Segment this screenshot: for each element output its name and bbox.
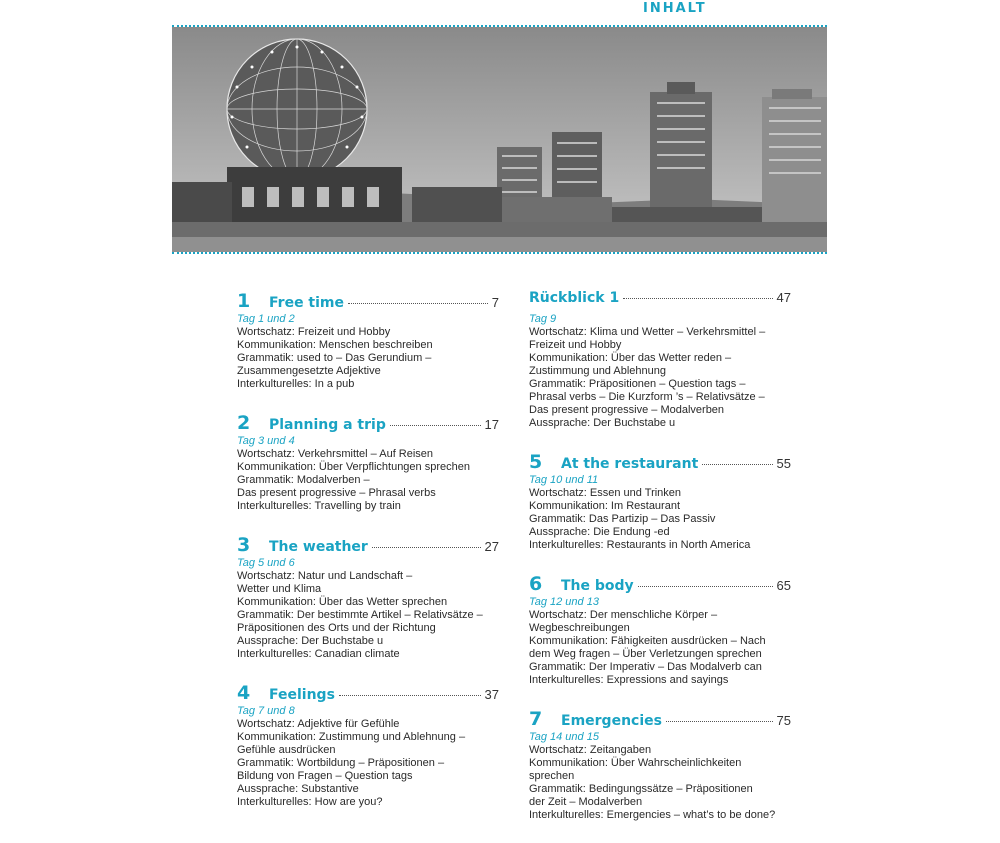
page-number: 65	[776, 578, 791, 593]
toc-column-right	[529, 290, 791, 843]
chapter-detail: Kommunikation: Zustimmung und Ablehnung –	[237, 731, 466, 743]
leader-dots	[348, 303, 488, 304]
section-header: INHALT	[643, 1, 707, 16]
toc-chapter-6[interactable]	[529, 573, 791, 687]
chapter-title[interactable]: Emergencies	[561, 713, 662, 729]
chapter-detail: Zustimmung und Ablehnung	[529, 365, 666, 377]
chapter-detail: Kommunikation: Über Wahrscheinlichkeiten	[529, 757, 742, 769]
chapter-detail: Interkulturelles: How are you?	[237, 796, 383, 808]
chapter-detail: Bildung von Fragen – Question tags	[237, 770, 413, 782]
page-number: 27	[484, 539, 499, 554]
chapter-detail: Grammatik: Der Imperativ – Das Modalverb can	[529, 661, 762, 673]
chapter-detail: der Zeit – Modalverben	[529, 796, 643, 808]
chapter-title[interactable]: Planning a trip	[269, 417, 386, 433]
page-number: 17	[484, 417, 499, 432]
leader-dots	[666, 721, 773, 722]
page-number: 37	[484, 687, 499, 702]
toc-chapter-1[interactable]	[237, 290, 499, 391]
chapter-title[interactable]: The body	[561, 578, 634, 594]
chapter-detail: Interkulturelles: Restaurants in North America	[529, 539, 751, 551]
chapter-detail: Kommunikation: Menschen beschreiben	[237, 339, 433, 351]
chapter-detail: Das present progressive – Modalverben	[529, 404, 725, 416]
chapter-title[interactable]: The weather	[269, 539, 368, 555]
chapter-detail: Interkulturelles: In a pub	[237, 378, 355, 390]
page-number: 7	[491, 295, 499, 310]
chapter-days: Tag 12 und 13	[529, 596, 599, 608]
chapter-detail: Phrasal verbs – Die Kurzform ’s – Relativsätze –	[529, 391, 765, 403]
chapter-detail: Das present progressive – Phrasal verbs	[237, 487, 436, 499]
chapter-detail: Kommunikation: Fähigkeiten ausdrücken – Nach	[529, 635, 766, 647]
leader-dots	[623, 298, 772, 299]
leader-dots	[372, 547, 481, 548]
chapter-detail: Wortschatz: Natur und Landschaft –	[237, 570, 413, 582]
chapter-detail: Aussprache: Die Endung -ed	[529, 526, 670, 538]
chapter-detail: Wortschatz: Zeitangaben	[529, 744, 652, 756]
chapter-detail: Wortschatz: Adjektive für Gefühle	[237, 718, 400, 730]
chapter-detail: Grammatik: Der bestimmte Artikel – Relativsätze –	[237, 609, 483, 621]
toc-chapter-7[interactable]	[529, 708, 791, 822]
leader-dots	[638, 586, 773, 587]
chapter-detail: Kommunikation: Im Restaurant	[529, 500, 681, 512]
city-skyline-photo	[172, 27, 827, 252]
page-number: 55	[776, 456, 791, 471]
leader-dots	[390, 425, 481, 426]
chapter-days: Tag 5 und 6	[237, 557, 295, 569]
toc-chapter-3[interactable]	[237, 534, 499, 661]
chapter-detail: Interkulturelles: Emergencies – what’s to be done?	[529, 809, 776, 821]
chapter-number: 4	[237, 682, 251, 704]
chapter-days: Tag 1 und 2	[237, 313, 295, 325]
chapter-title[interactable]: At the restaurant	[561, 456, 699, 472]
chapter-number: 5	[529, 451, 543, 473]
chapter-detail: dem Weg fragen – Über Verletzungen sprechen	[529, 648, 762, 660]
chapter-detail: Grammatik: Das Partizip – Das Passiv	[529, 513, 716, 525]
chapter-detail: Kommunikation: Über Verpflichtungen sprechen	[237, 461, 470, 473]
chapter-detail: Grammatik: used to – Das Gerundium –	[237, 352, 432, 364]
leader-dots	[339, 695, 481, 696]
chapter-detail: Kommunikation: Über das Wetter sprechen	[237, 596, 448, 608]
chapter-detail: sprechen	[529, 770, 575, 782]
page-number: 75	[776, 713, 791, 728]
chapter-detail: Interkulturelles: Canadian climate	[237, 648, 400, 660]
chapter-detail: Grammatik: Bedingungssätze – Präpositionen	[529, 783, 753, 795]
chapter-detail: Wortschatz: Freizeit und Hobby	[237, 326, 391, 338]
chapter-days: Tag 9	[529, 313, 557, 325]
toc-chapter-5[interactable]	[529, 451, 791, 552]
chapter-days: Tag 3 und 4	[237, 435, 295, 447]
toc-chapter-4[interactable]	[237, 682, 499, 809]
chapter-title[interactable]: Feelings	[269, 687, 335, 703]
chapter-number: 6	[529, 573, 543, 595]
chapter-days: Tag 10 und 11	[529, 474, 599, 486]
chapter-detail: Zusammengesetzte Adjektive	[237, 365, 381, 377]
chapter-detail: Interkulturelles: Expressions and sayings	[529, 674, 729, 686]
chapter-detail: Grammatik: Wortbildung – Präpositionen –	[237, 757, 445, 769]
chapter-title[interactable]: Free time	[269, 295, 345, 311]
chapter-detail: Freizeit und Hobby	[529, 339, 622, 351]
page-number: 47	[776, 290, 791, 305]
toc-review-1[interactable]	[529, 290, 791, 430]
leader-dots	[702, 464, 772, 465]
photo-bottom-divider	[172, 252, 827, 254]
chapter-number: 3	[237, 534, 251, 556]
chapter-detail: Wegbeschreibungen	[529, 622, 630, 634]
chapter-number: 1	[237, 290, 251, 312]
chapter-number: 7	[529, 708, 543, 730]
chapter-number: 2	[237, 412, 251, 434]
chapter-detail: Wortschatz: Klima und Wetter – Verkehrsmittel –	[529, 326, 766, 338]
chapter-detail: Grammatik: Modalverben –	[237, 474, 370, 486]
chapter-detail: Aussprache: Der Buchstabe u	[529, 417, 676, 429]
chapter-detail: Aussprache: Der Buchstabe u	[237, 635, 384, 647]
chapter-detail: Wortschatz: Verkehrsmittel – Auf Reisen	[237, 448, 434, 460]
chapter-detail: Interkulturelles: Travelling by train	[237, 500, 401, 512]
chapter-detail: Gefühle ausdrücken	[237, 744, 336, 756]
chapter-days: Tag 14 und 15	[529, 731, 599, 743]
toc-chapter-2[interactable]	[237, 412, 499, 513]
chapter-detail: Präpositionen des Orts und der Richtung	[237, 622, 436, 634]
chapter-detail: Wortschatz: Der menschliche Körper –	[529, 609, 718, 621]
toc-column-left	[237, 290, 499, 830]
chapter-days: Tag 7 und 8	[237, 705, 295, 717]
chapter-detail: Wetter und Klima	[237, 583, 322, 595]
chapter-detail: Wortschatz: Essen und Trinken	[529, 487, 682, 499]
chapter-detail: Aussprache: Substantive	[237, 783, 359, 795]
chapter-title[interactable]: Rückblick 1	[529, 290, 620, 306]
chapter-detail: Kommunikation: Über das Wetter reden –	[529, 352, 732, 364]
chapter-detail: Grammatik: Präpositionen – Question tags –	[529, 378, 746, 390]
